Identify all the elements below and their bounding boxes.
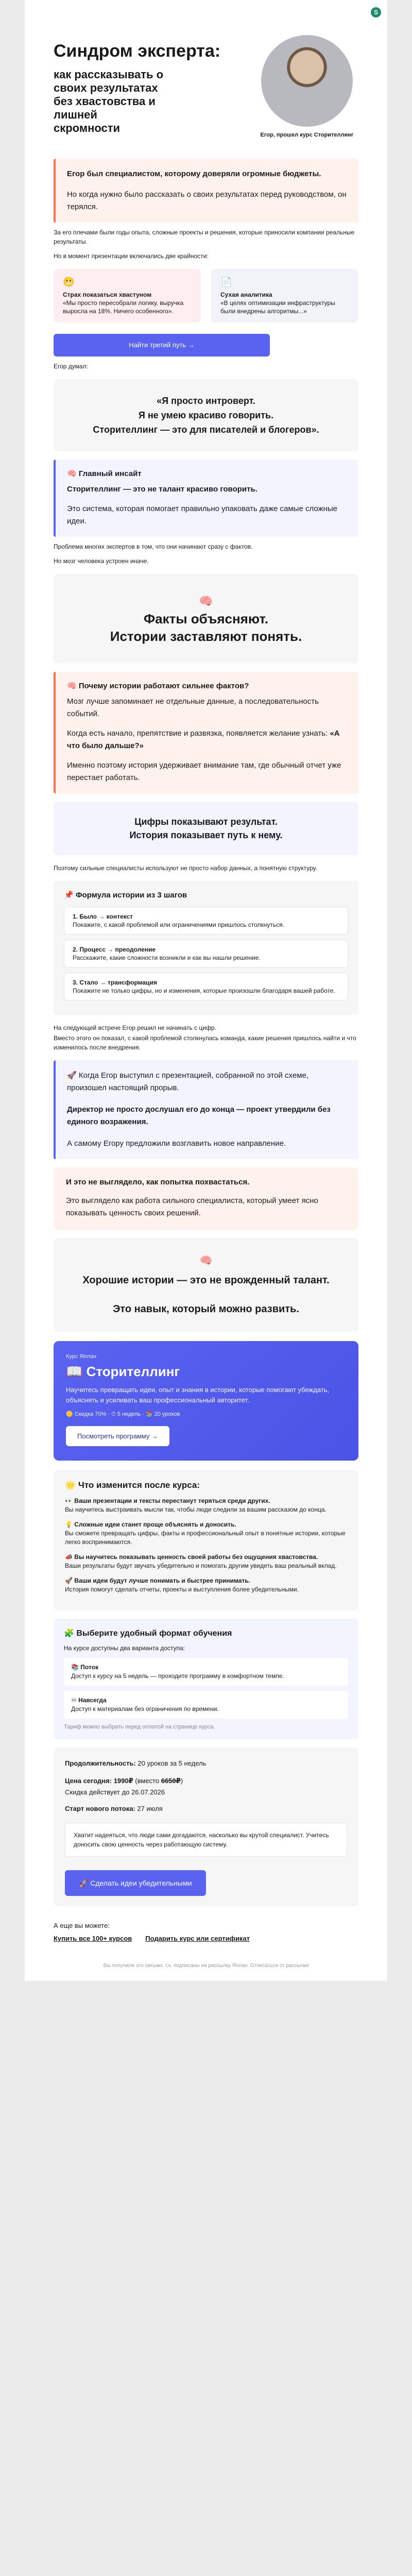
extremes-cards	[54, 269, 358, 323]
step-text: Расскажите, какие сложности возникли и как вы нашли решение.	[73, 954, 261, 961]
why-text-part: Когда есть начало, препятствие и развязка, появляется желание узнать:	[67, 729, 330, 738]
author-portrait	[261, 35, 353, 127]
grimace-icon: 😬	[63, 277, 75, 287]
pricing-note: Хватит надеяться, что люди сами догадаются, насколько вы крутой специалист. Учитесь доносить свою ценность через работающую систему.	[65, 1823, 347, 1857]
step-text: Покажите, с какой проблемой или ограничениями пришлось столкнуться.	[73, 921, 284, 928]
facts-line: Факты объясняют.	[143, 611, 269, 626]
paragraph: Поэтому сильные специалисты используют не просто набор данных, а понятную структуру.	[54, 865, 317, 872]
change-title: 👀 Ваши презентации и тексты перестанут теряться среди других.	[65, 1497, 270, 1504]
formats-title: 🧩 Выберите удобный формат обучения	[64, 1629, 232, 1638]
paragraph: Но в момент презентации включались две крайности:	[54, 252, 209, 260]
hero	[25, 24, 387, 150]
formats-section	[54, 1619, 358, 1739]
change-item	[65, 1497, 347, 1514]
format-item	[64, 1658, 348, 1686]
why-title: 🧠 Почему истории работают сильнее фактов?	[67, 682, 249, 690]
formula-title: 📌 Формула истории из 3 шагов	[64, 891, 187, 900]
format-item	[64, 1691, 348, 1719]
not-bragging-text: Это выглядело как работа сильного специалиста, который умеет ясно показывать ценность своих решений.	[66, 1196, 318, 1217]
change-item	[65, 1577, 347, 1594]
step-text: Покажите не только цифры, но и изменения, которые произошли благодаря вашей работе.	[73, 987, 335, 994]
step-title: 3. Стало → трансформация	[73, 979, 157, 986]
more-links	[54, 1935, 358, 1942]
duration-value: 20 уроков за 5 недель	[138, 1759, 207, 1767]
price-old: 6650₽	[161, 1777, 181, 1785]
numbers-line: История показывает путь к нему.	[129, 830, 283, 840]
formats-intro: На курсе доступны два варианта доступа:	[64, 1645, 185, 1652]
find-third-way-button[interactable]: Найти третий путь →	[54, 334, 270, 357]
format-title: 📚 Поток	[71, 1664, 98, 1671]
change-text: История помогут сделать отчеты, проекты и выступления более убедительными.	[65, 1586, 299, 1593]
card-title: Страх показаться хвастуном	[63, 291, 152, 298]
duration-label: Продолжительность:	[65, 1759, 136, 1767]
insight-callout	[54, 460, 358, 537]
course-meta: 🟡 Скидка 70% · ⏱ 5 недель · 📚 20 уроков	[66, 1411, 180, 1417]
start-line	[65, 1803, 347, 1815]
footer: Вы получили это письмо, т.к. подписаны на рассылку Яплан. Отписаться от рассылки	[103, 1963, 309, 1969]
hero-portrait-block	[255, 35, 358, 138]
change-title: 🚀 Ваши идеи будут лучше понимать и быстрее принимать.	[65, 1577, 250, 1584]
card-text: «Мы просто пересобрали логику, выручка выросла на 18%. Ничего особенного».	[63, 299, 184, 315]
change-text: Вы научитесь выстраивать мысли так, чтобы люди следили за вашим рассказом до конца.	[65, 1506, 327, 1513]
format-title: ♾ Навсегда	[71, 1697, 107, 1704]
price-old-prefix: (вместо	[135, 1777, 161, 1785]
why-callout	[54, 672, 358, 793]
why-text: Именно поэтому история удерживает внимание там, где обычный отчет уже перестает работать.	[67, 761, 341, 782]
format-text: Доступ к курсу на 5 недель — проходите программу в комфортном темпе.	[71, 1672, 284, 1680]
price-label: Цена сегодня:	[65, 1777, 112, 1785]
formula-step	[64, 973, 348, 1001]
paragraph: Вместо этого он показал, с какой проблемой столкнулась команда, какие решения пришлось найти и что изменилось после внедрения.	[54, 1035, 356, 1051]
formula-step	[64, 907, 348, 935]
not-bragging-box	[54, 1167, 358, 1230]
change-text: Вы сможете превращать цифры, факты и профессиональный опыт в понятные истории, которые легко воспринимаются.	[65, 1530, 346, 1546]
more-text: А еще вы можете:	[54, 1922, 110, 1929]
talent-line: Это навык, который можно развить.	[113, 1303, 299, 1315]
brain-icon: 🧠	[199, 595, 213, 607]
changes-section	[54, 1470, 358, 1611]
intro-strong: Егор был специалистом, которому доверяли огромные бюджеты.	[67, 170, 321, 178]
format-text: Доступ к материалам без ограничения по времени.	[71, 1705, 219, 1713]
story-text: А самому Егору предложили возглавить новое направление.	[67, 1139, 286, 1148]
intro-text: Но когда нужно было рассказать о своих результатах перед руководством, он терялся.	[67, 190, 347, 211]
portrait-caption: Егор, прошел курс Сторителлинг	[260, 132, 354, 138]
discount-valid: Скидка действует до 26.07.2026	[65, 1788, 165, 1796]
header	[25, 0, 387, 24]
hero-title: Синдром эксперта:	[54, 41, 221, 61]
formula-step	[64, 940, 348, 968]
content	[25, 159, 387, 1969]
start-value: 27 июля	[137, 1805, 163, 1812]
insight-title: 🧠 Главный инсайт	[67, 469, 142, 478]
step-title: 1. Было → контекст	[73, 913, 133, 920]
change-text: Ваши результаты будут звучать убедительно и помогать другим увидеть ваш реальный вклад.	[65, 1562, 337, 1569]
not-bragging-title: И это не выглядело, как попытка похвастаться.	[66, 1178, 250, 1187]
paragraph: Проблема многих экспертов в том, что они начинают сразу с фактов.	[54, 543, 253, 550]
change-title: 📣 Вы научитесь показывать ценность своей работы без ощущения хвастовства.	[65, 1553, 318, 1561]
course-name: 📖 Сторителлинг	[66, 1364, 180, 1379]
numbers-box	[54, 802, 358, 855]
card-title: Сухая аналитика	[220, 291, 272, 298]
talent-box	[54, 1238, 358, 1332]
document-icon: 📄	[220, 277, 232, 287]
story-callout	[54, 1060, 358, 1159]
make-ideas-convincing-button[interactable]: 🚀 Сделать идеи убедительными	[65, 1870, 206, 1896]
brain-icon: 🧠	[199, 1255, 213, 1266]
why-text: Мозг лучше запоминает не отдельные данные, а последовательность событий.	[67, 697, 319, 718]
talent-line: Хорошие истории — это не врожденный талант.	[82, 1275, 330, 1286]
insight-strong: Сторителлинг — это не талант красиво говорить.	[67, 485, 258, 494]
insight-text: Это система, которая помогает правильно упаковать даже самые сложные идеи.	[67, 504, 337, 526]
paragraph: Егор думал:	[54, 363, 88, 370]
egor-quote	[54, 379, 358, 451]
course-description: Научитесь превращать идеи, опыт и знания в истории, которые помогают убеждать, объяснять и усиливать ваш профессиональный авторитет.	[66, 1386, 330, 1404]
changes-title: 🌟 Что изменится после курса:	[65, 1480, 200, 1490]
pricing-section	[54, 1748, 358, 1906]
quote-line: Сторителлинг — это для писателей и блогеров».	[93, 425, 319, 435]
price-value: 1990₽	[113, 1777, 133, 1785]
facts-line: Истории заставляют понять.	[110, 629, 302, 644]
intro-callout	[54, 159, 358, 223]
course-kicker: Курс Яплан	[66, 1353, 96, 1360]
email-body	[25, 0, 387, 1981]
card-text: «В целях оптимизации инфраструктуры были внедрены алгоритмы...»	[220, 299, 335, 315]
paragraph: За его плечами были годы опыта, сложные проекты и решения, которые приносили компании реальные результаты.	[54, 229, 355, 245]
buy-all-courses-link[interactable]: Купить все 100+ курсов	[54, 1935, 132, 1942]
paragraph: Но мозг человека устроен иначе.	[54, 557, 149, 565]
why-text	[67, 727, 347, 752]
story-text: 🚀 Когда Егор выступил с презентацией, собранной по этой схеме, произошел настоящий прорыв.	[67, 1071, 309, 1092]
formats-note: Тариф можно выбрать перед оплатой на странице курса.	[64, 1724, 215, 1730]
step-title: 2. Процесс → преодоление	[73, 946, 156, 953]
brand-logo[interactable]: S	[371, 7, 381, 18]
change-item	[65, 1520, 347, 1547]
numbers-line: Цифры показывают результат.	[134, 817, 278, 827]
price-old-suffix: )	[180, 1777, 183, 1785]
hero-subtitle: как рассказывать о своих результатах без хвастовства и лишней скромности	[54, 68, 164, 134]
price-line	[65, 1775, 347, 1787]
quote-line: Я не умею красиво говорить.	[138, 410, 274, 420]
course-card	[54, 1341, 358, 1461]
why-question: «А что было дальше?»	[67, 729, 340, 750]
start-label: Старт нового потока:	[65, 1805, 135, 1812]
facts-box	[54, 574, 358, 664]
card-fear	[54, 269, 201, 323]
quote-line: «Я просто интроверт.	[157, 396, 255, 406]
story-text: Директор не просто дослушал его до конца — проект утвердили без единого возражения.	[67, 1105, 331, 1126]
hero-text	[54, 35, 220, 135]
gift-course-link[interactable]: Подарить курс или сертификат	[145, 1935, 250, 1942]
paragraph: На следующей встрече Егор решил не начинать с цифр.	[54, 1024, 216, 1031]
view-program-button[interactable]: Посмотреть программу →	[66, 1426, 169, 1446]
change-item	[65, 1553, 347, 1570]
card-dry	[211, 269, 358, 323]
change-title: 💡 Сложные идеи станет проще объяснять и доносить.	[65, 1521, 236, 1528]
duration-line	[65, 1758, 347, 1769]
story-formula	[54, 881, 358, 1015]
